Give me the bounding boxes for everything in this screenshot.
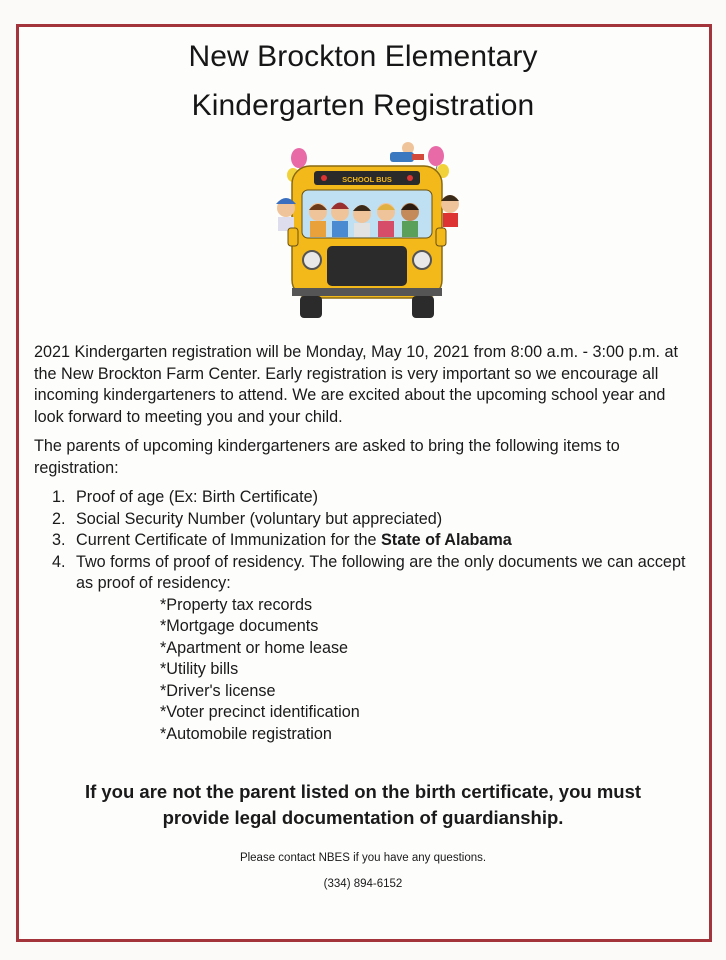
list-item: 4. Two forms of proof of residency. The following are the only documents we can accept as proof of residency: *Property tax records *Mortgage documents *Apartment or home lease *Utility bills *Driver's license *Voter precinct identification *Automobile registration: [34, 552, 696, 746]
roof-child-icon: [390, 142, 424, 162]
event-title: Kindergarten Registration: [191, 89, 535, 122]
residency-document: *Automobile registration: [160, 724, 332, 743]
list-item: 2. Social Security Number (voluntary but appreciated): [52, 509, 443, 528]
school-name: New Brockton Elementary: [188, 40, 538, 73]
requirements-list: [34, 487, 696, 745]
residency-document: *Apartment or home lease: [160, 638, 349, 657]
residency-document: *Property tax records: [160, 595, 313, 614]
school-bus-illustration: [262, 138, 472, 328]
contact-phone: (334) 894-6152: [323, 878, 403, 890]
intro-paragraph: 2021 Kindergarten registration will be Monday, May 10, 2021 from 8:00 a.m. - 3:00 p.m. at the New Brockton Farm Center. Early registration is very important so we encourage all incoming kindergarteners to attend. We are excited about the upcoming school year and look forward to meeting you and your child.: [34, 343, 678, 426]
guardianship-notice-line1: If you are not the parent listed on the birth certificate, you must: [84, 781, 642, 802]
residency-document: *Driver's license: [160, 681, 276, 700]
residency-document: *Voter precinct identification: [160, 703, 360, 721]
residency-document: *Utility bills: [160, 660, 239, 678]
list-item: 1. Proof of age (Ex: Birth Certificate): [52, 488, 319, 506]
residency-document: *Mortgage documents: [160, 617, 319, 635]
list-item: 3. Current Certificate of Immunization for the State of Alabama: [52, 531, 512, 549]
guardianship-notice: [0, 779, 726, 831]
guardianship-notice-line2: provide legal documentation of guardianship.: [162, 807, 564, 828]
bus-sign-text: SCHOOL BUS: [342, 175, 392, 184]
contact-message: Please contact NBES if you have any questions.: [239, 852, 487, 864]
side-child-right-icon: [441, 195, 459, 227]
requirements-lead: The parents of upcoming kindergarteners are asked to bring the following items to registration:: [34, 437, 620, 477]
residency-documents-list: [76, 595, 696, 746]
